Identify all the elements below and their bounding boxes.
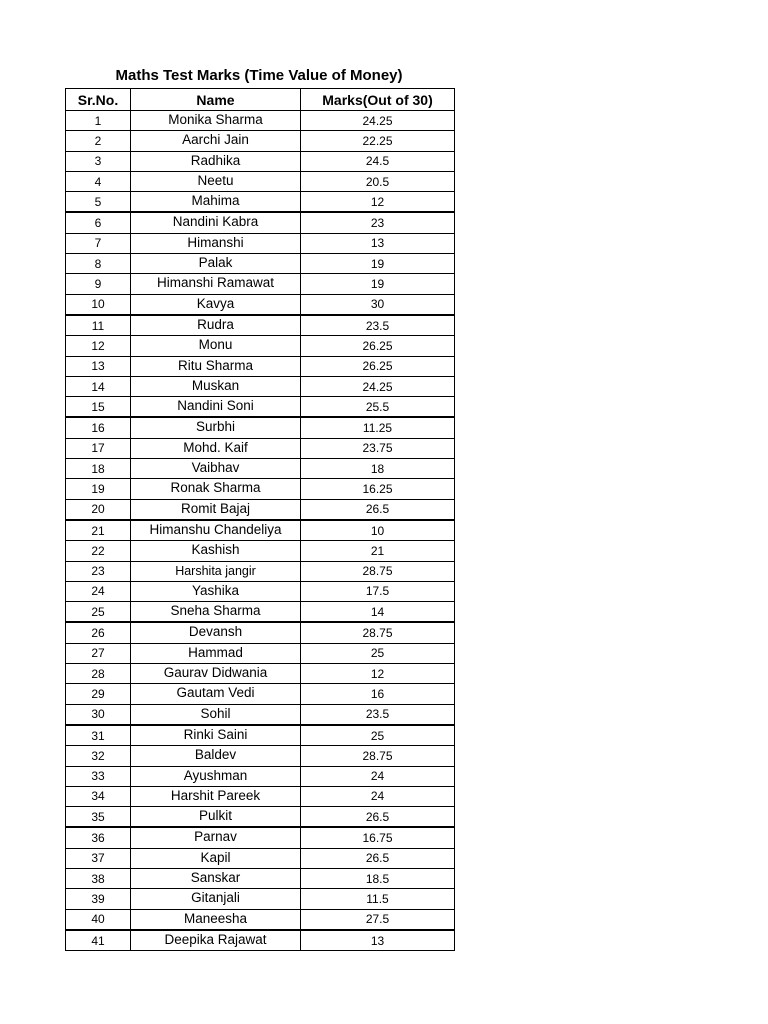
name-cell: Palak — [131, 254, 301, 274]
marks-cell: 25 — [301, 643, 455, 663]
name-cell: Kapil — [131, 848, 301, 868]
name-cell: Kavya — [131, 294, 301, 315]
srno-cell: 27 — [66, 643, 131, 663]
table-row — [66, 171, 455, 191]
name-cell: Maneesha — [131, 909, 301, 930]
name-cell: Yashika — [131, 581, 301, 601]
srno-cell: 39 — [66, 889, 131, 909]
table-row — [66, 233, 455, 253]
marks-cell: 30 — [301, 294, 455, 315]
marks-cell: 19 — [301, 274, 455, 294]
table-row — [66, 356, 455, 376]
srno-cell: 37 — [66, 848, 131, 868]
srno-cell: 8 — [66, 254, 131, 274]
name-cell: Harshita jangir — [131, 561, 301, 581]
marks-cell: 24 — [301, 766, 455, 786]
table-row — [66, 746, 455, 766]
name-cell: Ayushman — [131, 766, 301, 786]
name-cell: Himanshi — [131, 233, 301, 253]
name-cell: Devansh — [131, 622, 301, 643]
table-row — [66, 151, 455, 171]
srno-cell: 1 — [66, 111, 131, 131]
marks-cell: 20.5 — [301, 171, 455, 191]
name-cell: Sohil — [131, 704, 301, 725]
table-row — [66, 602, 455, 623]
marks-cell: 12 — [301, 192, 455, 213]
table-row — [66, 541, 455, 561]
name-cell: Gautam Vedi — [131, 684, 301, 704]
srno-cell: 26 — [66, 622, 131, 643]
table-row — [66, 725, 455, 746]
table-row — [66, 561, 455, 581]
table-row — [66, 520, 455, 541]
marks-cell: 24.25 — [301, 111, 455, 131]
srno-cell: 6 — [66, 212, 131, 233]
table-row — [66, 397, 455, 418]
name-cell: Nandini Kabra — [131, 212, 301, 233]
srno-cell: 32 — [66, 746, 131, 766]
table-row — [66, 622, 455, 643]
name-cell: Pulkit — [131, 807, 301, 828]
marks-cell: 17.5 — [301, 581, 455, 601]
name-cell: Vaibhav — [131, 459, 301, 479]
marks-cell: 28.75 — [301, 561, 455, 581]
marks-cell: 24 — [301, 786, 455, 806]
table-row — [66, 315, 455, 336]
name-cell: Mahima — [131, 192, 301, 213]
srno-cell: 19 — [66, 479, 131, 499]
srno-cell: 20 — [66, 499, 131, 520]
marks-cell: 23.5 — [301, 315, 455, 336]
srno-cell: 2 — [66, 131, 131, 151]
name-cell: Himanshu Chandeliya — [131, 520, 301, 541]
marks-cell: 27.5 — [301, 909, 455, 930]
srno-cell: 36 — [66, 827, 131, 848]
table-row — [66, 438, 455, 458]
table-row — [66, 254, 455, 274]
name-cell: Ritu Sharma — [131, 356, 301, 376]
table-row — [66, 684, 455, 704]
marks-cell: 26.5 — [301, 499, 455, 520]
srno-cell: 14 — [66, 376, 131, 396]
marks-cell: 24.5 — [301, 151, 455, 171]
name-cell: Parnav — [131, 827, 301, 848]
table-row — [66, 376, 455, 396]
table-row — [66, 807, 455, 828]
name-cell: Romit Bajaj — [131, 499, 301, 520]
marks-cell: 26.5 — [301, 807, 455, 828]
srno-cell: 38 — [66, 868, 131, 888]
table-row — [66, 643, 455, 663]
srno-cell: 31 — [66, 725, 131, 746]
name-cell: Neetu — [131, 171, 301, 191]
marks-table — [65, 88, 455, 951]
table-row — [66, 131, 455, 151]
table-row — [66, 930, 455, 951]
name-cell: Mohd. Kaif — [131, 438, 301, 458]
column-header-srno: Sr.No. — [66, 89, 131, 111]
marks-cell: 16.75 — [301, 827, 455, 848]
srno-cell: 40 — [66, 909, 131, 930]
srno-cell: 24 — [66, 581, 131, 601]
column-header-marks: Marks(Out of 30) — [301, 89, 455, 111]
srno-cell: 23 — [66, 561, 131, 581]
srno-cell: 18 — [66, 459, 131, 479]
marks-cell: 28.75 — [301, 746, 455, 766]
marks-cell: 25.5 — [301, 397, 455, 418]
marks-cell: 25 — [301, 725, 455, 746]
marks-cell: 14 — [301, 602, 455, 623]
marks-cell: 11.5 — [301, 889, 455, 909]
name-cell: Himanshi Ramawat — [131, 274, 301, 294]
marks-cell: 23.75 — [301, 438, 455, 458]
name-cell: Rinki Saini — [131, 725, 301, 746]
name-cell: Monu — [131, 336, 301, 356]
srno-cell: 12 — [66, 336, 131, 356]
marks-cell: 22.25 — [301, 131, 455, 151]
srno-cell: 29 — [66, 684, 131, 704]
marks-cell: 18.5 — [301, 868, 455, 888]
name-cell: Surbhi — [131, 417, 301, 438]
srno-cell: 9 — [66, 274, 131, 294]
srno-cell: 30 — [66, 704, 131, 725]
srno-cell: 41 — [66, 930, 131, 951]
name-cell: Gaurav Didwania — [131, 664, 301, 684]
srno-cell: 17 — [66, 438, 131, 458]
marks-cell: 11.25 — [301, 417, 455, 438]
table-row — [66, 111, 455, 131]
srno-cell: 21 — [66, 520, 131, 541]
table-row — [66, 479, 455, 499]
table-row — [66, 827, 455, 848]
table-row — [66, 581, 455, 601]
marks-cell: 21 — [301, 541, 455, 561]
marks-cell: 10 — [301, 520, 455, 541]
srno-cell: 7 — [66, 233, 131, 253]
table-row — [66, 766, 455, 786]
name-cell: Monika Sharma — [131, 111, 301, 131]
table-row — [66, 868, 455, 888]
name-cell: Rudra — [131, 315, 301, 336]
srno-cell: 15 — [66, 397, 131, 418]
table-row — [66, 664, 455, 684]
name-cell: Gitanjali — [131, 889, 301, 909]
table-row — [66, 848, 455, 868]
marks-cell: 28.75 — [301, 622, 455, 643]
marks-cell: 16 — [301, 684, 455, 704]
sheet-title: Maths Test Marks (Time Value of Money) — [115, 67, 403, 84]
name-cell: Baldev — [131, 746, 301, 766]
srno-cell: 13 — [66, 356, 131, 376]
srno-cell: 34 — [66, 786, 131, 806]
table-row — [66, 704, 455, 725]
marks-cell: 23.5 — [301, 704, 455, 725]
marks-cell: 16.25 — [301, 479, 455, 499]
table-row — [66, 294, 455, 315]
table-row — [66, 192, 455, 213]
srno-cell: 25 — [66, 602, 131, 623]
name-cell: Sanskar — [131, 868, 301, 888]
srno-cell: 3 — [66, 151, 131, 171]
srno-cell: 33 — [66, 766, 131, 786]
header-row — [66, 89, 455, 111]
marks-cell: 23 — [301, 212, 455, 233]
table-row — [66, 459, 455, 479]
marks-cell: 12 — [301, 664, 455, 684]
marks-cell: 26.5 — [301, 848, 455, 868]
name-cell: Kashish — [131, 541, 301, 561]
marks-cell: 13 — [301, 233, 455, 253]
table-row — [66, 336, 455, 356]
srno-cell: 4 — [66, 171, 131, 191]
name-cell: Harshit Pareek — [131, 786, 301, 806]
name-cell: Aarchi Jain — [131, 131, 301, 151]
name-cell: Deepika Rajawat — [131, 930, 301, 951]
srno-cell: 16 — [66, 417, 131, 438]
srno-cell: 35 — [66, 807, 131, 828]
srno-cell: 11 — [66, 315, 131, 336]
srno-cell: 28 — [66, 664, 131, 684]
table-row — [66, 909, 455, 930]
marks-table-body — [66, 111, 455, 951]
srno-cell: 10 — [66, 294, 131, 315]
marks-cell: 18 — [301, 459, 455, 479]
table-row — [66, 786, 455, 806]
table-row — [66, 274, 455, 294]
srno-cell: 5 — [66, 192, 131, 213]
column-header-name: Name — [131, 89, 301, 111]
table-row — [66, 889, 455, 909]
name-cell: Ronak Sharma — [131, 479, 301, 499]
name-cell: Sneha Sharma — [131, 602, 301, 623]
marks-cell: 19 — [301, 254, 455, 274]
name-cell: Radhika — [131, 151, 301, 171]
name-cell: Nandini Soni — [131, 397, 301, 418]
table-row — [66, 499, 455, 520]
srno-cell: 22 — [66, 541, 131, 561]
name-cell: Hammad — [131, 643, 301, 663]
table-row — [66, 212, 455, 233]
name-cell: Muskan — [131, 376, 301, 396]
marks-cell: 13 — [301, 930, 455, 951]
table-row — [66, 417, 455, 438]
marks-cell: 24.25 — [301, 376, 455, 396]
marks-cell: 26.25 — [301, 336, 455, 356]
marks-cell: 26.25 — [301, 356, 455, 376]
